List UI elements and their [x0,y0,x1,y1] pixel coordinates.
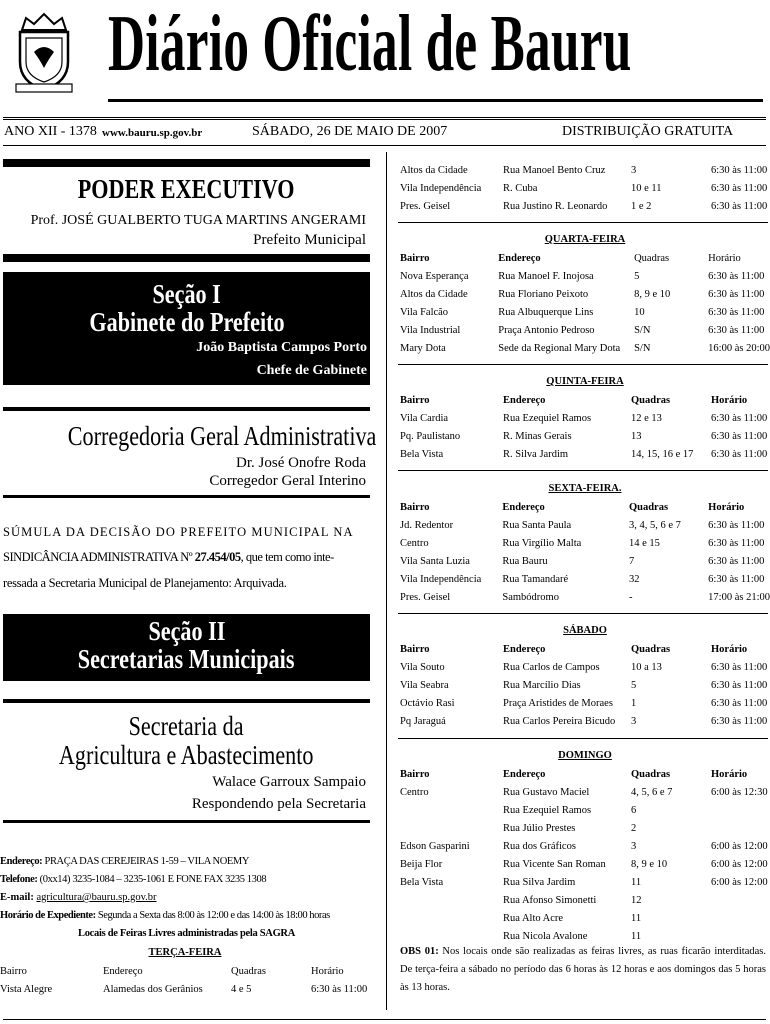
issue-date: SÁBADO, 26 DE MAIO DE 2007 [252,124,448,139]
table-header-row: Bairro Endereço Quadras Horário [400,501,745,513]
obs-note: OBS 01: Nos locais onde são realizadas as feiras livres, as ruas ficarão interditadas. De terça-feira a sábado no período das 6 horas às 12 horas e aos domingos das 5 horas às 13 horas. [400,946,766,993]
day-heading: SÁBADO [563,625,607,636]
secretary-role: Respondendo pela Secretaria [191,796,366,812]
quinta-feira-section [400,373,770,463]
section-bar [3,407,370,411]
table-row: Vila Cardia Rua Ezequiel Ramos 12 e 13 6:30 às 11:00 [400,412,768,424]
poder-executivo-title: PODER EXECUTIVO [78,174,295,204]
table-row: Altos da Cidade Rua Floriano Peixoto 8, 9 e 10 6:30 às 11:00 [400,288,765,300]
edition: ANO XII - 1378 [4,124,97,139]
table-row: Rua Alto Acre 11 [503,912,642,924]
table-row: Centro Rua Virgílio Malta 14 e 15 6:30 às 11:00 [400,537,765,549]
table-row: Pres. Geisel Sambódromo - 17:00 às 21:00 [400,591,770,603]
domingo-section [400,747,770,945]
day-heading: SEXTA-FEIRA. [548,483,622,494]
infobar-top-rule [3,117,766,118]
section-bar [3,159,370,167]
section-bar [3,254,370,262]
masthead-underline [108,99,763,102]
sumula-line-3: ressada a Secretaria Municipal de Planejamento: Arquivada. [3,576,287,590]
table-row: Octávio Rasi Praça Aristides de Moraes 1 6:30 às 11:00 [400,697,768,709]
column-divider [386,152,387,1010]
table-row: Nova Esperança Rua Manoel F. Inojosa 5 6:30 às 11:00 [400,270,765,282]
corregedor-role: Corregedor Geral Interino [209,473,366,489]
feira-table [400,640,767,730]
table-row: Pq Jaraguá Rua Carlos Pereira Bicudo 3 6:30 às 11:00 [400,715,768,727]
table-row: Vila Souto Rua Carlos de Campos 10 a 13 6:30 às 11:00 [400,661,768,673]
day-heading: DOMINGO [558,750,612,761]
info-bar [4,124,764,144]
table-row: Vila Industrial Praça Antonio Pedroso S/N 6:30 às 11:00 [400,324,765,336]
table-row: Vista Alegre Alamedas dos Gerânios 4 e 5 6:30 às 11:00 [0,983,368,995]
corregedoria-title: Corregedoria Geral Administrativa [67,421,377,451]
infobar-top-rule-2 [3,119,766,120]
sabado-section [400,622,770,730]
table-divider [398,613,768,614]
table-row: Vila Independência R. Cuba 10 e 11 6:30 às 11:00 [400,182,768,194]
contact-address: Endereço: PRAÇA DAS CEREJEIRAS 1-59 – VILA NOEMY [0,856,250,867]
feiras-title: Locais de Feiras Livres administradas pela SAGRA [78,928,295,939]
distribution-note: DISTRIBUIÇÃO GRATUITA [562,124,734,139]
website-link[interactable]: www.bauru.sp.gov.br [102,127,203,139]
sumula-line-1: SÚMULA DA DECISÃO DO PREFEITO MUNICIPAL NA [3,525,354,539]
table-row: Vila Independência Rua Tamandaré 32 6:30 às 11:00 [400,573,765,585]
table-row: Rua Nicola Avalone 11 [503,930,642,942]
day-heading: TERÇA-FEIRA [148,947,222,958]
section-bar [3,495,370,498]
table-row: Rua Ezequiel Ramos 6 [503,804,637,816]
table-row: Vila Falcão Rua Albuquerque Lins 10 6:30 às 11:00 [400,306,765,318]
terca-feira-continued [400,161,770,215]
contact-phone: Telefone: (0xx14) 3235-1084 – 3235-1061 E FONE FAX 3235 1308 [0,874,267,885]
table-row: Pq. Paulistano R. Minas Gerais 13 6:30 às 11:00 [400,430,768,442]
city-crest-logo [14,8,74,96]
feira-table [400,249,770,357]
agricultura-title-1: Secretaria da [129,711,244,741]
table-row: Centro Rua Gustavo Maciel 4, 5, 6 e 7 6:00 às 12:30 [400,786,768,798]
table-row: Bela Vista R. Silva Jardim 14, 15, 16 e 17 6:30 às 11:00 [400,448,768,460]
terca-feira-section [0,944,370,998]
table-divider [398,738,768,739]
table-row: Mary Dota Sede da Regional Mary Dota S/N 16:00 às 20:00 [400,342,770,354]
table-divider [398,470,768,471]
mayor-role: Prefeito Municipal [253,232,366,248]
section-bar [3,820,370,823]
table-header-row: Bairro Endereço Quadras Horário [400,768,748,780]
infobar-bottom-rule [3,145,766,146]
page-bottom-rule [3,1019,766,1020]
table-row: Bela Vista Rua Silva Jardim 11 6:00 às 12:00 [400,876,768,888]
day-heading: QUARTA-FEIRA [544,234,626,245]
table-row: Jd. Redentor Rua Santa Paula 3, 4, 5, 6 e 7 6:30 às 11:00 [400,519,765,531]
table-header-row: Bairro Endereço Quadras Horário [0,965,344,977]
sexta-feira-section [400,480,770,606]
table-header-row: Bairro Endereço Quadras Horário [400,394,748,406]
table-row: Beija Flor Rua Vicente San Roman 8, 9 e 10 6:00 às 12:00 [400,858,768,870]
contact-email: E-mail: agricultura@bauru.sp.gov.br [0,892,157,903]
secao-i-banner: Seção I Gabinete do Prefeito João Baptista Campos Porto Chefe de Gabinete [3,272,370,385]
table-row: Edson Gasparini Rua dos Gráficos 3 6:00 às 12:00 [400,840,768,852]
agricultura-title-2: Agricultura e Abastecimento [59,740,314,770]
mayor-name: Prof. JOSÉ GUALBERTO TUGA MARTINS ANGERAMI [30,213,366,228]
sumula-line-2: SINDICÂNCIA ADMINISTRATIVA Nº 27.454/05, que tem como inte- [3,550,334,564]
day-heading: QUINTA-FEIRA [546,376,624,387]
table-row: Pres. Geisel Rua Justino R. Leonardo 1 e 2 6:30 às 11:00 [400,200,768,212]
table-row: Rua Afonso Simonetti 12 [503,894,642,906]
table-divider [398,364,768,365]
secretary-name: Walace Garroux Sampaio [212,774,366,790]
secao-ii-banner: Seção II Secretarias Municipais [3,614,370,681]
section-bar [3,699,370,703]
corregedor-name: Dr. José Onofre Roda [236,455,366,471]
business-hours: Horário de Expediente: Segunda a Sexta das 8:00 às 12:00 e das 14:00 às 18:00 horas [0,910,330,921]
email-link[interactable]: agricultura@bauru.sp.gov.br [36,892,157,903]
table-row: Rua Júlio Prestes 2 [503,822,637,834]
masthead-title: Diário Oficial de Bauru [108,0,632,88]
table-header-row: Bairro Endereço Quadras Horário [400,643,748,655]
feira-table [400,391,767,463]
feira-table [400,161,767,215]
table-row: Vila Seabra Rua Marcílio Dias 5 6:30 às 11:00 [400,679,768,691]
quarta-feira-section [400,231,770,357]
feira-table [400,765,768,945]
table-header-row: Bairro Endereço Quadras Horário [400,252,741,264]
table-divider [398,222,768,223]
table-row: Altos da Cidade Rua Manoel Bento Cruz 3 6:30 às 11:00 [400,164,768,176]
table-row: Vila Santa Luzia Rua Bauru 7 6:30 às 11:00 [400,555,765,567]
feira-table [400,498,770,606]
feira-table [0,962,367,998]
